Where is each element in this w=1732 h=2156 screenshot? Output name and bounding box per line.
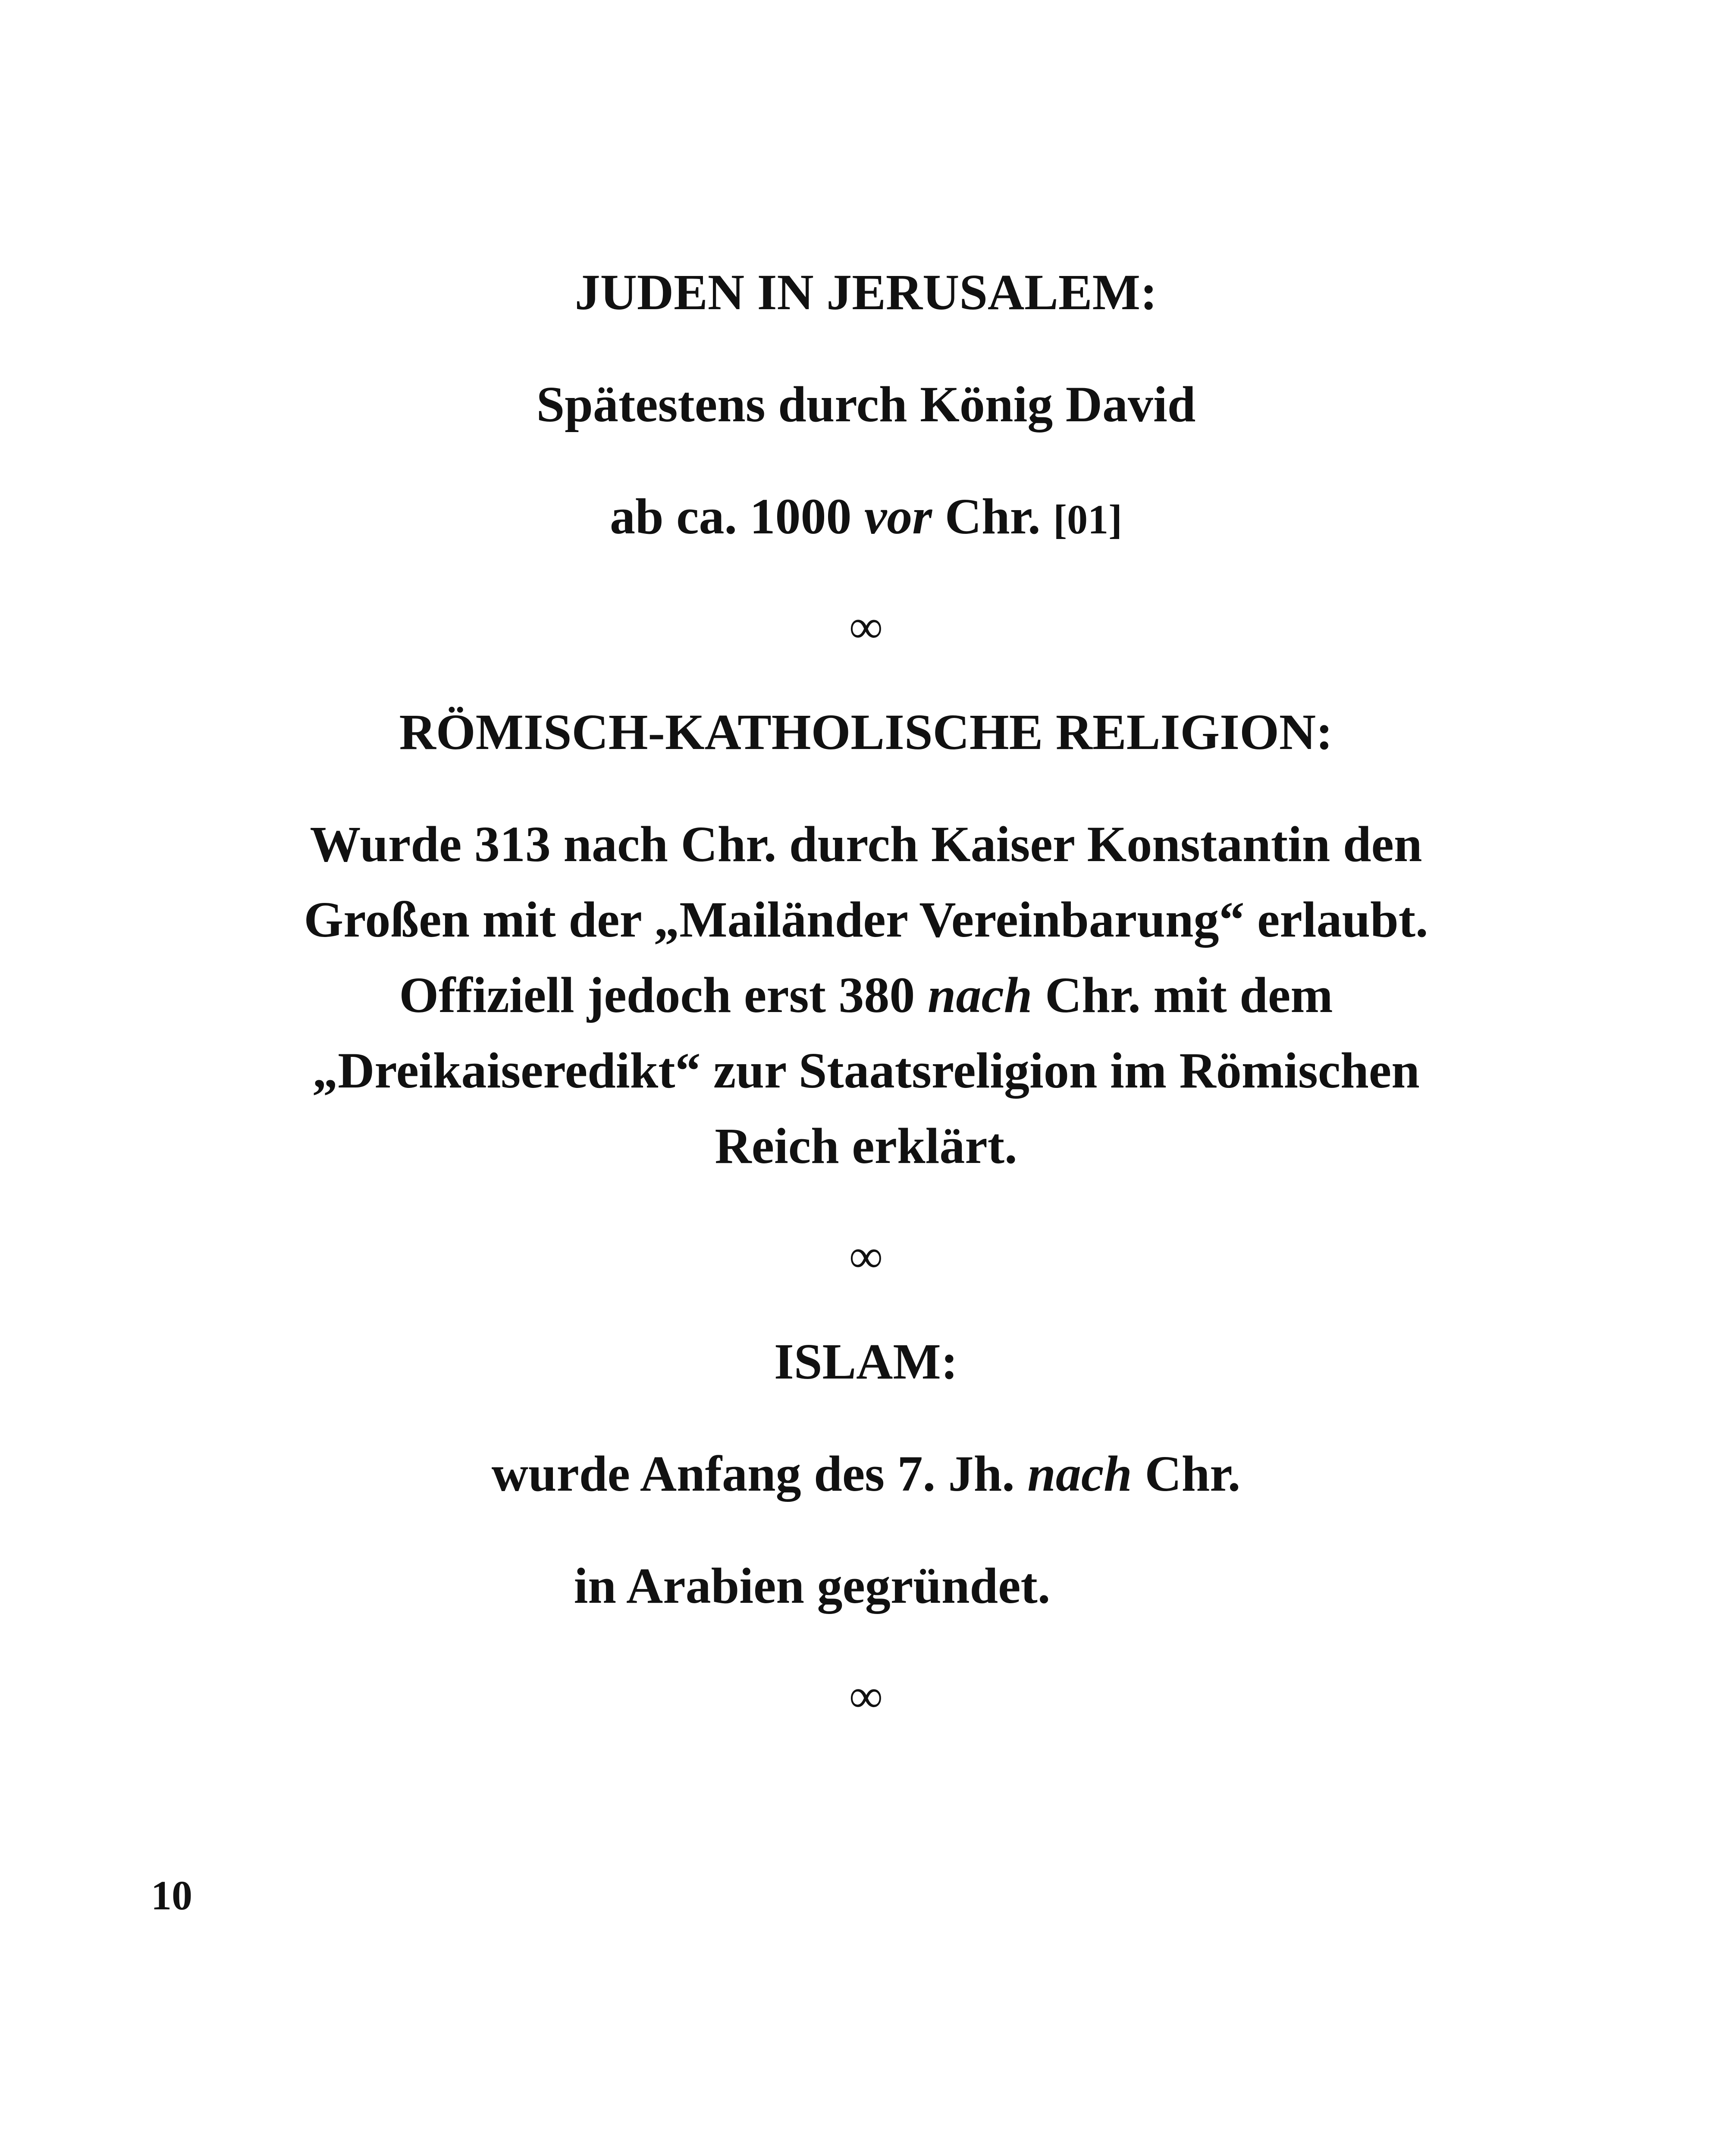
juden-line-2-italic: vor [864, 488, 932, 545]
heading-katholisch: RÖMISCH-KATHOLISCHE RELIGION: [399, 704, 1333, 760]
heading-islam: ISLAM: [774, 1333, 958, 1390]
katholisch-line-3 [0, 966, 1732, 1025]
katholisch-line-4: „Dreikaiseredikt“ zur Staatsreligion im Römischen [312, 1042, 1420, 1099]
islam-line-1 [0, 1445, 1732, 1503]
juden-line-2 [0, 487, 1732, 546]
islam-line-1-italic: nach [1027, 1445, 1132, 1502]
islam-line-1-end: Chr. [1132, 1445, 1241, 1502]
islam-line-1-start: wurde Anfang des 7. Jh. [491, 1445, 1028, 1502]
katholisch-line-5: Reich erklärt. [715, 1118, 1017, 1174]
islam-line-2: in Arabien gegründet. [574, 1557, 1051, 1614]
katholisch-line-2: Großen mit der „Mailänder Vereinbarung“ erlaubt. [304, 891, 1428, 948]
juden-line-1: Spätestens durch König David [536, 376, 1196, 432]
separator-infinity-1: ∞ [849, 600, 883, 653]
katholisch-line-3-start: Offiziell jedoch erst 380 [399, 967, 928, 1023]
page-number: 10 [151, 1872, 192, 1918]
katholisch-line-3-end: Chr. mit dem [1032, 967, 1333, 1023]
separator-infinity-3: ∞ [849, 1670, 883, 1722]
katholisch-line-1: Wurde 313 nach Chr. durch Kaiser Konstantin den [310, 816, 1422, 872]
footnote-reference: [01] [1053, 496, 1123, 542]
heading-juden: JUDEN IN JERUSALEM: [574, 264, 1158, 320]
juden-line-2-start: ab ca. 1000 [609, 488, 864, 545]
juden-line-2-end: Chr. [932, 488, 1054, 545]
katholisch-line-3-italic: nach [927, 967, 1032, 1023]
separator-infinity-2: ∞ [849, 1230, 883, 1282]
